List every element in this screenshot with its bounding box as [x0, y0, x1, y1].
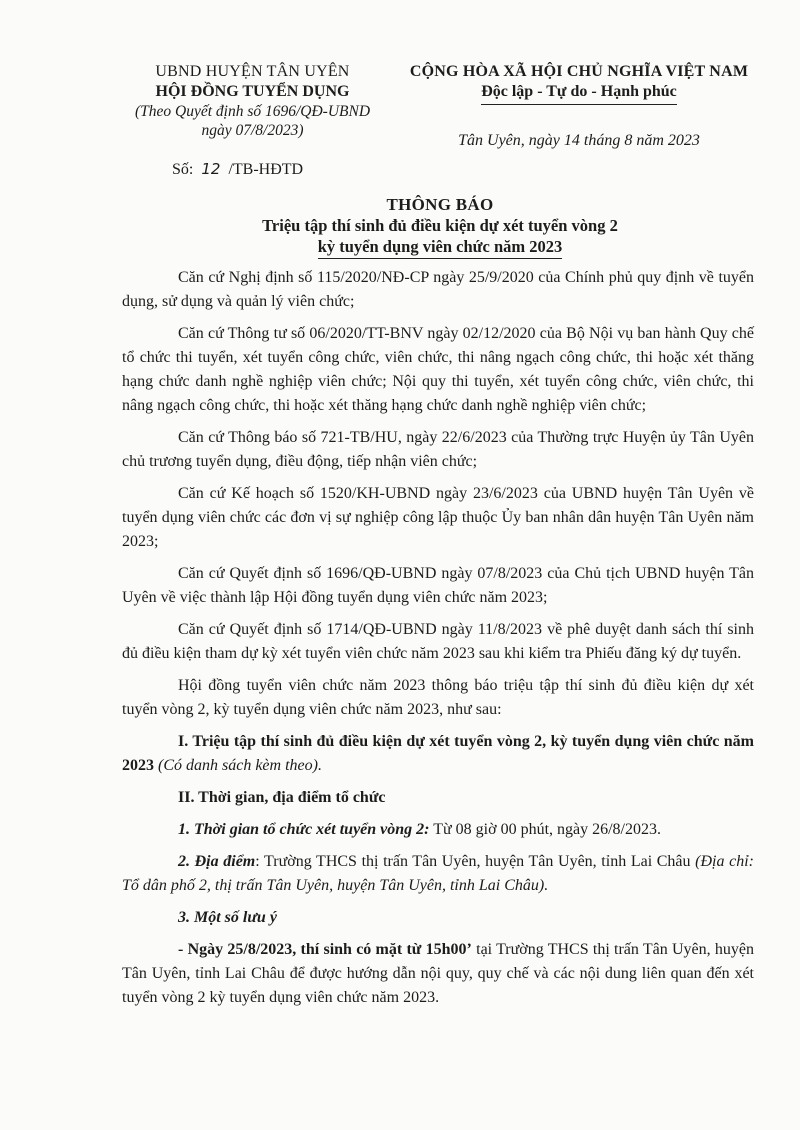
section-1	[122, 730, 754, 778]
document-title: THÔNG BÁO	[386, 195, 494, 214]
legal-basis-5: Căn cứ Quyết định số 1696/QĐ-UBND ngày 07/8/2023 của Chủ tịch UBND huyện Tân Uyên về việc thành lập Hội đồng tuyển dụng viên chức năm 2023;	[122, 565, 754, 606]
section-1-note: (Có danh sách kèm theo).	[154, 757, 322, 774]
section-2-notes-heading: 3. Một số lưu ý	[178, 909, 277, 926]
document-date: Tân Uyên, ngày 14 tháng 8 năm 2023	[458, 132, 700, 149]
legal-basis-3: Căn cứ Thông báo số 721-TB/HU, ngày 22/6/2023 của Thường trực Huyện ủy Tân Uyên chủ trương tuyển dụng, điều động, tiếp nhận viên chức;	[122, 429, 754, 470]
doc-number-suffix: /TB-HĐTD	[228, 161, 304, 178]
legal-basis-1: Căn cứ Nghị định số 115/2020/NĐ-CP ngày 25/9/2020 của Chính phủ quy định về tuyển dụng, sử dụng và quản lý viên chức;	[122, 269, 754, 310]
national-header	[390, 62, 768, 151]
location-address: (Địa chỉ: Tổ dân phố 2, thị trấn Tân Uyên, huyện Tân Uyên, tỉnh Lai Châu).	[122, 853, 755, 894]
announcement-intro: Hội đồng tuyển viên chức năm 2023 thông báo triệu tập thí sinh đủ điều kiện dự xét tuyển vòng 2, kỳ tuyển dụng viên chức năm 2023, như sau:	[122, 677, 754, 718]
note-item-bold: - Ngày 25/8/2023, thí sinh có mặt từ 15h00’	[178, 941, 472, 958]
issuer-note-line1: (Theo Quyết định số 1696/QĐ-UBND	[134, 103, 371, 120]
national-motto: Độc lập - Tự do - Hạnh phúc	[481, 82, 677, 105]
issuer-block	[120, 62, 385, 140]
issuer-note-line2: ngày 07/8/2023)	[201, 122, 304, 139]
document-number	[172, 160, 303, 179]
note-item-text: tại Trường THCS thị trấn Tân Uyên, huyện Tân Uyên, tỉnh Lai Châu để được hướng dẫn nội quy, quy chế và các nội dung liên quan đến xét tuyển vòng 2 kỳ tuyển dụng viên chức năm 2023.	[122, 941, 755, 1006]
legal-basis-2: Căn cứ Thông tư số 06/2020/TT-BNV ngày 02/12/2020 của Bộ Nội vụ ban hành Quy chế tổ chức thi tuyển, xét tuyển công chức, viên chức, thi nâng ngạch công chức, thi hoặc xét thăng hạng chức danh nghề nghiệp viên chức; Nội quy thi tuyển, xét tuyển công chức, viên chức, thi nâng ngạch công chức, thi hoặc xét thăng hạng chức danh nghề nghiệp viên chức;	[122, 325, 754, 414]
section-2-time	[122, 818, 754, 842]
section-1-heading: I. Triệu tập thí sinh đủ điều kiện dự xét tuyển vòng 2, kỳ tuyển dụng viên chức năm 2023	[122, 733, 754, 774]
document-subtitle-line1: Triệu tập thí sinh đủ điều kiện dự xét tuyển vòng 2	[262, 216, 618, 235]
legal-basis-6: Căn cứ Quyết định số 1714/QĐ-UBND ngày 11/8/2023 về phê duyệt danh sách thí sinh đủ điều kiện tham dự kỳ xét tuyển viên chức năm 2023 sau khi kiểm tra Phiếu đăng ký dự tuyển.	[122, 621, 754, 662]
section-2-heading: II. Thời gian, địa điểm tổ chức	[178, 789, 386, 806]
location-text: : Trường THCS thị trấn Tân Uyên, huyện Tân Uyên, tỉnh Lai Châu	[255, 853, 691, 870]
issuer-council: HỘI ĐỒNG TUYỂN DỤNG	[155, 83, 350, 100]
doc-number-prefix: Số:	[172, 161, 194, 178]
document-subtitle-line2: kỳ tuyển dụng viên chức năm 2023	[318, 236, 563, 259]
document-body	[122, 266, 754, 1018]
title-block	[120, 194, 760, 259]
section-2-location	[122, 850, 754, 898]
nation-name: CỘNG HÒA XÃ HỘI CHỦ NGHĨA VIỆT NAM	[409, 63, 749, 80]
location-label: 2. Địa điểm	[178, 853, 256, 870]
time-label: 1. Thời gian tổ chức xét tuyển vòng 2:	[178, 821, 430, 838]
issuer-org: UBND HUYỆN TÂN UYÊN	[155, 63, 350, 80]
doc-number-value: 12	[201, 160, 221, 178]
time-text: Từ 08 giờ 00 phút, ngày 26/8/2023.	[429, 821, 661, 838]
section-2-note-item	[122, 938, 754, 1010]
legal-basis-4: Căn cứ Kế hoạch số 1520/KH-UBND ngày 23/6/2023 của UBND huyện Tân Uyên về tuyển dụng viên chức các đơn vị sự nghiệp công lập thuộc Ủy ban nhân dân huyện Tân Uyên năm 2023;	[122, 485, 754, 550]
